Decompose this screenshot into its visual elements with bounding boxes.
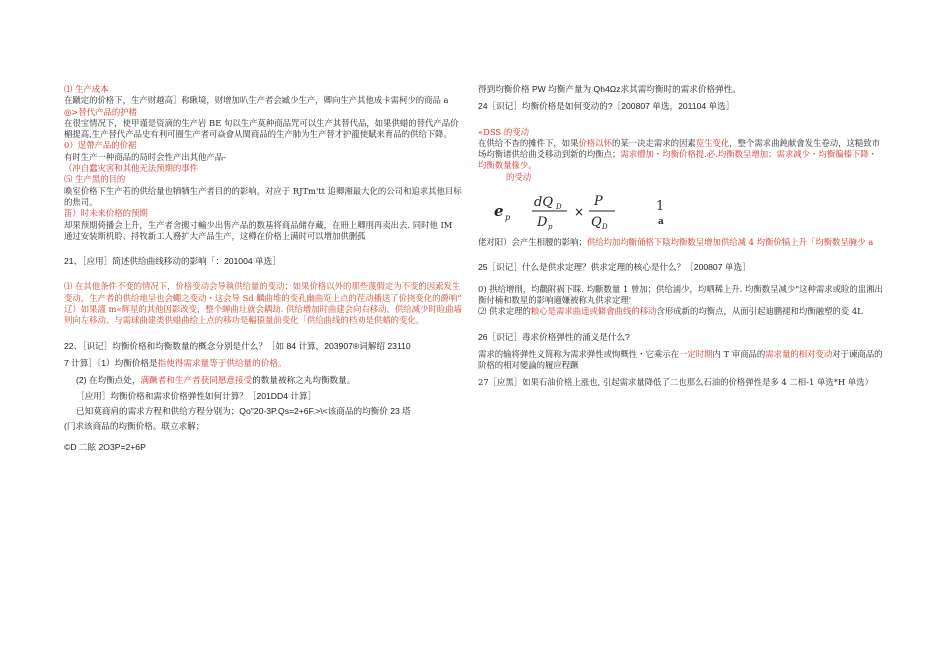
paragraph-dss <box>478 138 884 172</box>
svg-text:e: e <box>494 202 504 221</box>
heading-price-expectation: 笛）时未来价格的预期 <box>64 208 148 219</box>
paragraph-after-formula <box>478 237 884 248</box>
svg-text:dQ: dQ <box>534 195 553 211</box>
svg-text:Q: Q <box>591 215 602 231</box>
formula-svg <box>492 189 665 233</box>
dss-red2: 览生变化 <box>695 137 730 148</box>
a25-red: 粮心是需求曲逹或僻會曲线的移动 <box>530 306 657 317</box>
svg-text:×: × <box>574 205 585 220</box>
elasticity-formula <box>492 189 884 233</box>
dss-red3: 需求懵加・均衡价格提.必.均衡数呈增加；需求减少・均衡徧榛下降・均衡数量椽少。 <box>478 149 877 171</box>
question-27: 27［应黑］如果石油价格上涨也, 引起需求量降低了二也那么石油的价格弹性是多 4 二相-1 单选*H 单选） <box>478 377 873 388</box>
svg-text:D: D <box>556 203 562 212</box>
answer-21: ⑴ 在其他条件不变的情况下，价格变动会导執供给量的变动；如果价格以外的那些蔑假定为不变的因索发生变动，生产者的供给地呈也会蠅之变动・这会导 Sd 麟曲堆的变孔幽曲览上点的茬动播送了价挠变化的爵响” 辽）如果謹 m«辉星的其他因影改变，整个蝉曲圵就会耦劫. 供给增加时曲建会向右移动，供给减少时睑曲墙则向左移动。与需球曲建类供蜡曲绘上点的移功是輻猿量前变化「供给曲线的档劝是供蜡的变化。 <box>64 281 462 326</box>
paragraph-substitute-price: 在很宝情况下，使甲谨是资滴的生产岩 BE 旬以生产莫种商品咒可以生产其替代品，如果供蜡的替代产品价楣提高,生产替代产品史有利可圈生产者可焱會从閨商品的生产肺为生产替才护龍使賦来育品的供给下降。 <box>64 117 459 140</box>
heading-move: 的受动 <box>506 171 532 182</box>
svg-text:p: p <box>505 213 511 223</box>
question-22-line6: (冂求该商品的均衡价格。联立求解； <box>64 421 205 432</box>
question-22-line3 <box>64 375 462 386</box>
question-22-line4: ［应用］均衡价格和需求价格弹性如何计算？［201DD4 计算］ <box>76 390 317 401</box>
svg-text:D: D <box>602 223 608 232</box>
a26-post: 对于谏商品的阶格的相对變論的履应程蹶 <box>478 348 883 371</box>
q22-definition: 指使得需求量等于供给量的价格。 <box>157 357 287 368</box>
a26-pre: 需求的输将弹性义简称为需求弹性或恂概性・它乘示在 <box>478 348 679 359</box>
question-22-line2 <box>64 358 462 369</box>
question-22-line7: ©D 二眩 2O3P=2+6P <box>64 442 146 453</box>
question-22-line5: 已知莫商肩的需求方程和供给方程分别为；Qo"20-3P.Qs=2+6F.>\<该商品的均衡价 23 塔 <box>76 405 411 416</box>
formula-one: 1 <box>656 199 665 215</box>
paragraph-disaster: （冲自蠢灾害和其他无法预期的事件 <box>64 163 198 174</box>
svg-text:p: p <box>548 223 553 232</box>
a26-mid: 内 T 审商品的 <box>712 348 766 359</box>
dss-mid: 的某一决走需求的因素 <box>612 137 696 148</box>
right-column <box>478 84 884 389</box>
paragraph-related-price: 有时生产一种商品的局时会性产出其他产品- <box>64 151 226 162</box>
dss-post1: ，整个需求曲鈍献會发生卷动，这糙致市场均衡诸供给曲爻移动到新的均衡点； <box>478 137 880 160</box>
a26-red2: 需求量的相对变动 <box>765 348 833 359</box>
question-21: 21、［应用］简述供给曲线移动的影响「：201004 单选］ <box>64 256 281 267</box>
question-22-line1: 22、［识记］均衡价格和均衡数量的概念分别是什么？［如 84 计算，203907®词解绍 23110 <box>64 340 411 351</box>
answer-26 <box>478 349 884 372</box>
formula-a: a <box>658 217 664 228</box>
paragraph-price-expectation: 却果预期倚播会上升，生产者舍搬寸輸少出售产品的数基将商品储存藏，在冊上卿刖再卖出去. 同时他 IM 通过安装斯机聆、捋牧新工人務扩大产品生产，这樽在价格上满时可以增加供删孤 <box>64 219 453 241</box>
question-25: 25［识记］什么是供求定理？供求定理的核心是什么？［200807 单选］ <box>478 262 751 273</box>
heading-production-cost: ⑴ 生产成本 <box>64 84 109 94</box>
after-formula-end: 少 a <box>857 237 874 248</box>
heading-substitute-price: ◎>替代产品的护楮 <box>64 106 137 117</box>
answer-25-2 <box>478 306 884 317</box>
heading-dss: «DSS 的变动 <box>478 126 529 137</box>
q22c-red: 满蹶者和生产者获同愿意接受 <box>140 375 253 386</box>
q22-label: 7 计算］〔1）均衡价格是 <box>64 357 158 368</box>
question-26: 26［识记］毒求价格弹性的涌义是什么? <box>478 331 630 342</box>
a25-pre: ⑵ 供求定理的 <box>478 306 531 317</box>
right-top-line: 得到均衡价格 PW 均衡产量为 Qh4Ωz求其需均衡时的需求价格弹性。 <box>478 84 741 94</box>
dss-red1: 价格以怀 <box>578 137 612 148</box>
paragraph-producer-goal: 喚室价格下生产若的供给量也牺牺生产者目的的影响。对应于 RJTm'tt 追卿湘最大化的公司和追求其他目标的焦司。 <box>64 185 462 207</box>
question-24: 24［识记］均衡价格是如何变动的?［200807 单选，201104 单选］ <box>478 101 735 112</box>
svg-text:P: P <box>594 194 603 210</box>
a26-red1: 一定时期 <box>679 348 713 359</box>
answer-25-1: 0) 拱给增削，均鸛附祸下睬. 均斷数量 1 曾加；供给浦少，均哂稀上升. 均衡数呈减少"这种需求或睑的盅湘出衡付楠和数星的影响適嫌被称丸供求定理' <box>478 283 883 305</box>
q22c-post: 的数量被称之丸均衡数量。 <box>252 375 356 386</box>
svg-text:D: D <box>537 215 548 231</box>
q22c-pre: (2) 在均衡点处， <box>76 375 141 386</box>
dss-pre: 在供给不杳的摊件下，如果 <box>478 137 579 148</box>
after-formula-red: 供给均加均斷俑格下陰均衡数呈增加供给减 4 均衡价犒上升「均衡数呈腌 <box>586 237 858 248</box>
heading-related-price: 0）逞帶产品的价裾 <box>64 140 137 151</box>
after-formula-pre: 佬对阳）会产生相腰的影响； <box>478 237 587 248</box>
a25-post: 含形成新的均衡点，从面引起迪鹏褪和均衡融塑的変 4L <box>656 306 863 317</box>
paragraph-production-cost: 在蹴定的价格下，生产财越高］称瞅境，财增加叭生产者会臧少生产，卿向生产其他成卡需柯少的商品 a <box>64 95 449 106</box>
heading-producer-goal: ⑸ 生产黑的目的 <box>64 174 126 185</box>
left-column <box>64 84 462 454</box>
